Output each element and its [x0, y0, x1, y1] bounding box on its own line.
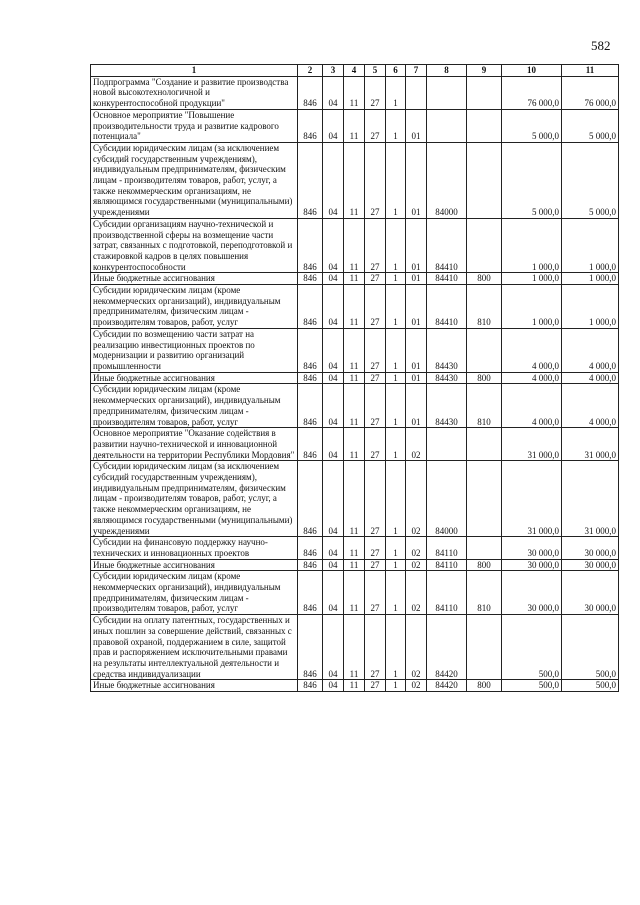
cell-col-11: 1 000,0	[562, 273, 619, 285]
cell-col-5: 27	[365, 559, 386, 571]
cell-col-9: 810	[467, 571, 502, 615]
cell-col-10: 31 000,0	[502, 461, 562, 537]
cell-col-10: 1 000,0	[502, 273, 562, 285]
cell-col-8	[427, 76, 467, 109]
cell-col-5: 27	[365, 372, 386, 384]
cell-col-7: 01	[406, 285, 427, 329]
cell-col-5: 27	[365, 571, 386, 615]
cell-col-7: 01	[406, 372, 427, 384]
cell-col-5: 27	[365, 384, 386, 428]
cell-col-7: 02	[406, 680, 427, 692]
budget-table	[90, 64, 619, 692]
row-name: Иные бюджетные ассигнования	[91, 680, 298, 692]
cell-col-3: 04	[323, 142, 344, 218]
header-row	[91, 65, 619, 77]
cell-col-3: 04	[323, 109, 344, 142]
cell-col-8: 84000	[427, 461, 467, 537]
cell-col-6: 1	[386, 615, 406, 680]
cell-col-3: 04	[323, 372, 344, 384]
column-header-7: 7	[406, 65, 427, 77]
row-name: Основное мероприятие "Оказание содействия в развитии научно-технической и инновационной деятельности на территории Республики Мордовия"	[91, 428, 298, 461]
cell-col-10: 30 000,0	[502, 537, 562, 559]
cell-col-8: 84000	[427, 142, 467, 218]
cell-col-10: 30 000,0	[502, 559, 562, 571]
cell-col-5: 27	[365, 142, 386, 218]
cell-col-8: 84410	[427, 285, 467, 329]
cell-col-5: 27	[365, 328, 386, 372]
row-name: Субсидии юридическим лицам (кроме некоммерческих организаций), индивидуальным предпринимателям, физическим лицам - производителям товаров, работ, услуг	[91, 571, 298, 615]
cell-col-3: 04	[323, 428, 344, 461]
cell-col-7: 01	[406, 218, 427, 273]
cell-col-7: 02	[406, 615, 427, 680]
column-header-10: 10	[502, 65, 562, 77]
cell-col-10: 4 000,0	[502, 384, 562, 428]
cell-col-10: 500,0	[502, 615, 562, 680]
cell-col-4: 11	[344, 273, 365, 285]
cell-col-11: 1 000,0	[562, 285, 619, 329]
cell-col-3: 04	[323, 680, 344, 692]
cell-col-10: 1 000,0	[502, 285, 562, 329]
cell-col-9: 810	[467, 285, 502, 329]
cell-col-4: 11	[344, 142, 365, 218]
row-name: Субсидии на финансовую поддержку научно-технических и инновационных проектов	[91, 537, 298, 559]
cell-col-5: 27	[365, 285, 386, 329]
table-row	[91, 328, 619, 372]
column-header-6: 6	[386, 65, 406, 77]
cell-col-3: 04	[323, 461, 344, 537]
cell-col-7: 02	[406, 537, 427, 559]
cell-col-6: 1	[386, 384, 406, 428]
cell-col-6: 1	[386, 372, 406, 384]
cell-col-9	[467, 76, 502, 109]
cell-col-6: 1	[386, 285, 406, 329]
cell-col-10: 4 000,0	[502, 328, 562, 372]
table-row	[91, 680, 619, 692]
cell-col-11: 31 000,0	[562, 461, 619, 537]
cell-col-5: 27	[365, 537, 386, 559]
cell-col-9	[467, 428, 502, 461]
cell-col-9: 800	[467, 559, 502, 571]
cell-col-7: 01	[406, 273, 427, 285]
cell-col-3: 04	[323, 218, 344, 273]
cell-col-9	[467, 615, 502, 680]
cell-col-4: 11	[344, 559, 365, 571]
cell-col-8: 84410	[427, 218, 467, 273]
column-header-11: 11	[562, 65, 619, 77]
cell-col-4: 11	[344, 328, 365, 372]
cell-col-5: 27	[365, 76, 386, 109]
cell-col-9	[467, 142, 502, 218]
cell-col-7: 02	[406, 428, 427, 461]
table-row	[91, 273, 619, 285]
row-name: Иные бюджетные ассигнования	[91, 372, 298, 384]
cell-col-10: 76 000,0	[502, 76, 562, 109]
cell-col-3: 04	[323, 328, 344, 372]
cell-col-10: 31 000,0	[502, 428, 562, 461]
table-row	[91, 461, 619, 537]
row-name: Иные бюджетные ассигнования	[91, 559, 298, 571]
cell-col-2: 846	[298, 537, 323, 559]
cell-col-7: 02	[406, 571, 427, 615]
row-name: Субсидии по возмещению части затрат на реализацию инвестиционных проектов по модернизации и развитию организаций промышленности	[91, 328, 298, 372]
table-row	[91, 571, 619, 615]
cell-col-2: 846	[298, 142, 323, 218]
cell-col-5: 27	[365, 273, 386, 285]
column-header-1: 1	[91, 65, 298, 77]
cell-col-3: 04	[323, 76, 344, 109]
cell-col-10: 1 000,0	[502, 218, 562, 273]
cell-col-11: 4 000,0	[562, 384, 619, 428]
cell-col-2: 846	[298, 571, 323, 615]
cell-col-11: 500,0	[562, 680, 619, 692]
table-row	[91, 428, 619, 461]
cell-col-5: 27	[365, 218, 386, 273]
cell-col-4: 11	[344, 571, 365, 615]
table-row	[91, 559, 619, 571]
cell-col-9: 800	[467, 680, 502, 692]
cell-col-9: 810	[467, 384, 502, 428]
cell-col-4: 11	[344, 680, 365, 692]
cell-col-4: 11	[344, 428, 365, 461]
cell-col-3: 04	[323, 384, 344, 428]
cell-col-7: 02	[406, 461, 427, 537]
cell-col-4: 11	[344, 109, 365, 142]
cell-col-11: 1 000,0	[562, 218, 619, 273]
cell-col-6: 1	[386, 537, 406, 559]
cell-col-5: 27	[365, 680, 386, 692]
table-row	[91, 218, 619, 273]
table-row	[91, 537, 619, 559]
page-number: 582	[591, 38, 611, 53]
table-row	[91, 142, 619, 218]
cell-col-2: 846	[298, 328, 323, 372]
cell-col-8: 84420	[427, 680, 467, 692]
cell-col-10: 5 000,0	[502, 142, 562, 218]
table-row	[91, 615, 619, 680]
cell-col-2: 846	[298, 285, 323, 329]
table-row	[91, 76, 619, 109]
cell-col-7: 01	[406, 328, 427, 372]
cell-col-8	[427, 109, 467, 142]
cell-col-2: 846	[298, 461, 323, 537]
cell-col-3: 04	[323, 273, 344, 285]
cell-col-4: 11	[344, 218, 365, 273]
cell-col-2: 846	[298, 372, 323, 384]
cell-col-5: 27	[365, 461, 386, 537]
cell-col-4: 11	[344, 537, 365, 559]
cell-col-3: 04	[323, 559, 344, 571]
cell-col-8: 84410	[427, 273, 467, 285]
cell-col-6: 1	[386, 461, 406, 537]
cell-col-10: 30 000,0	[502, 571, 562, 615]
cell-col-10: 500,0	[502, 680, 562, 692]
cell-col-3: 04	[323, 571, 344, 615]
row-name: Подпрограмма "Создание и развитие производства новой высокотехнологичной и конкурентоспособной продукции"	[91, 76, 298, 109]
cell-col-7	[406, 76, 427, 109]
row-name: Субсидии юридическим лицам (за исключением субсидий государственным учреждениям), индивидуальным предпринимателям, физическим лицам - производителям товаров, работ, услуг, а также некоммерческим организациям, не являющимся государственными (муниципальными) учреждениями	[91, 461, 298, 537]
cell-col-8	[427, 428, 467, 461]
cell-col-6: 1	[386, 680, 406, 692]
cell-col-9: 800	[467, 273, 502, 285]
column-header-3: 3	[323, 65, 344, 77]
row-name: Субсидии юридическим лицам (за исключением субсидий государственным учреждениям), индивидуальным предпринимателям, физическим лицам - производителям товаров, работ, услуг, а также некоммерческим организациям, не являющимся государственными (муниципальными) учреждениями	[91, 142, 298, 218]
cell-col-9: 800	[467, 372, 502, 384]
cell-col-5: 27	[365, 428, 386, 461]
row-name: Субсидии организациям научно-технической и производственной сферы на возмещение части затрат, связанных с подготовкой, переподготовкой и стажировкой кадров в целях повышения конкурентоспособности	[91, 218, 298, 273]
column-header-5: 5	[365, 65, 386, 77]
cell-col-10: 5 000,0	[502, 109, 562, 142]
cell-col-10: 4 000,0	[502, 372, 562, 384]
cell-col-9	[467, 218, 502, 273]
column-header-9: 9	[467, 65, 502, 77]
cell-col-2: 846	[298, 218, 323, 273]
cell-col-11: 5 000,0	[562, 142, 619, 218]
cell-col-2: 846	[298, 76, 323, 109]
cell-col-6: 1	[386, 76, 406, 109]
cell-col-8: 84110	[427, 571, 467, 615]
cell-col-6: 1	[386, 142, 406, 218]
cell-col-11: 5 000,0	[562, 109, 619, 142]
cell-col-3: 04	[323, 285, 344, 329]
row-name: Основное мероприятие "Повышение производительности труда и развитие кадрового потенциала"	[91, 109, 298, 142]
cell-col-8: 84110	[427, 559, 467, 571]
cell-col-4: 11	[344, 615, 365, 680]
cell-col-4: 11	[344, 76, 365, 109]
cell-col-11: 30 000,0	[562, 537, 619, 559]
cell-col-4: 11	[344, 461, 365, 537]
cell-col-11: 76 000,0	[562, 76, 619, 109]
cell-col-3: 04	[323, 615, 344, 680]
cell-col-11: 30 000,0	[562, 559, 619, 571]
cell-col-7: 02	[406, 559, 427, 571]
table-row	[91, 285, 619, 329]
cell-col-7: 01	[406, 109, 427, 142]
cell-col-11: 31 000,0	[562, 428, 619, 461]
table-row	[91, 109, 619, 142]
cell-col-8: 84430	[427, 384, 467, 428]
row-name: Субсидии юридическим лицам (кроме некоммерческих организаций), индивидуальным предпринимателям, физическим лицам - производителям товаров, работ, услуг	[91, 384, 298, 428]
table-row	[91, 384, 619, 428]
cell-col-6: 1	[386, 559, 406, 571]
cell-col-9	[467, 109, 502, 142]
cell-col-6: 1	[386, 218, 406, 273]
cell-col-11: 30 000,0	[562, 571, 619, 615]
cell-col-7: 01	[406, 142, 427, 218]
cell-col-2: 846	[298, 273, 323, 285]
cell-col-9	[467, 328, 502, 372]
cell-col-6: 1	[386, 571, 406, 615]
cell-col-5: 27	[365, 109, 386, 142]
cell-col-2: 846	[298, 615, 323, 680]
cell-col-8: 84430	[427, 328, 467, 372]
column-header-8: 8	[427, 65, 467, 77]
cell-col-3: 04	[323, 537, 344, 559]
cell-col-4: 11	[344, 384, 365, 428]
cell-col-9	[467, 537, 502, 559]
cell-col-2: 846	[298, 384, 323, 428]
cell-col-4: 11	[344, 372, 365, 384]
cell-col-4: 11	[344, 285, 365, 329]
cell-col-2: 846	[298, 428, 323, 461]
cell-col-5: 27	[365, 615, 386, 680]
cell-col-2: 846	[298, 559, 323, 571]
cell-col-7: 01	[406, 384, 427, 428]
column-header-2: 2	[298, 65, 323, 77]
row-name: Субсидии юридическим лицам (кроме некоммерческих организаций), индивидуальным предпринимателям, физическим лицам - производителям товаров, работ, услуг	[91, 285, 298, 329]
row-name: Иные бюджетные ассигнования	[91, 273, 298, 285]
cell-col-2: 846	[298, 680, 323, 692]
cell-col-11: 4 000,0	[562, 328, 619, 372]
cell-col-6: 1	[386, 328, 406, 372]
cell-col-2: 846	[298, 109, 323, 142]
cell-col-11: 500,0	[562, 615, 619, 680]
cell-col-8: 84420	[427, 615, 467, 680]
row-name: Субсидии на оплату патентных, государственных и иных пошлин за совершение действий, связанных с правовой охраной, поддержанием в силе, защитой прав и распоряжением исключительными правами на результаты интеллектуальной деятельности и средства индивидуализации	[91, 615, 298, 680]
column-header-4: 4	[344, 65, 365, 77]
cell-col-6: 1	[386, 109, 406, 142]
cell-col-6: 1	[386, 428, 406, 461]
cell-col-8: 84110	[427, 537, 467, 559]
cell-col-8: 84430	[427, 372, 467, 384]
cell-col-6: 1	[386, 273, 406, 285]
cell-col-9	[467, 461, 502, 537]
table-row	[91, 372, 619, 384]
cell-col-11: 4 000,0	[562, 372, 619, 384]
